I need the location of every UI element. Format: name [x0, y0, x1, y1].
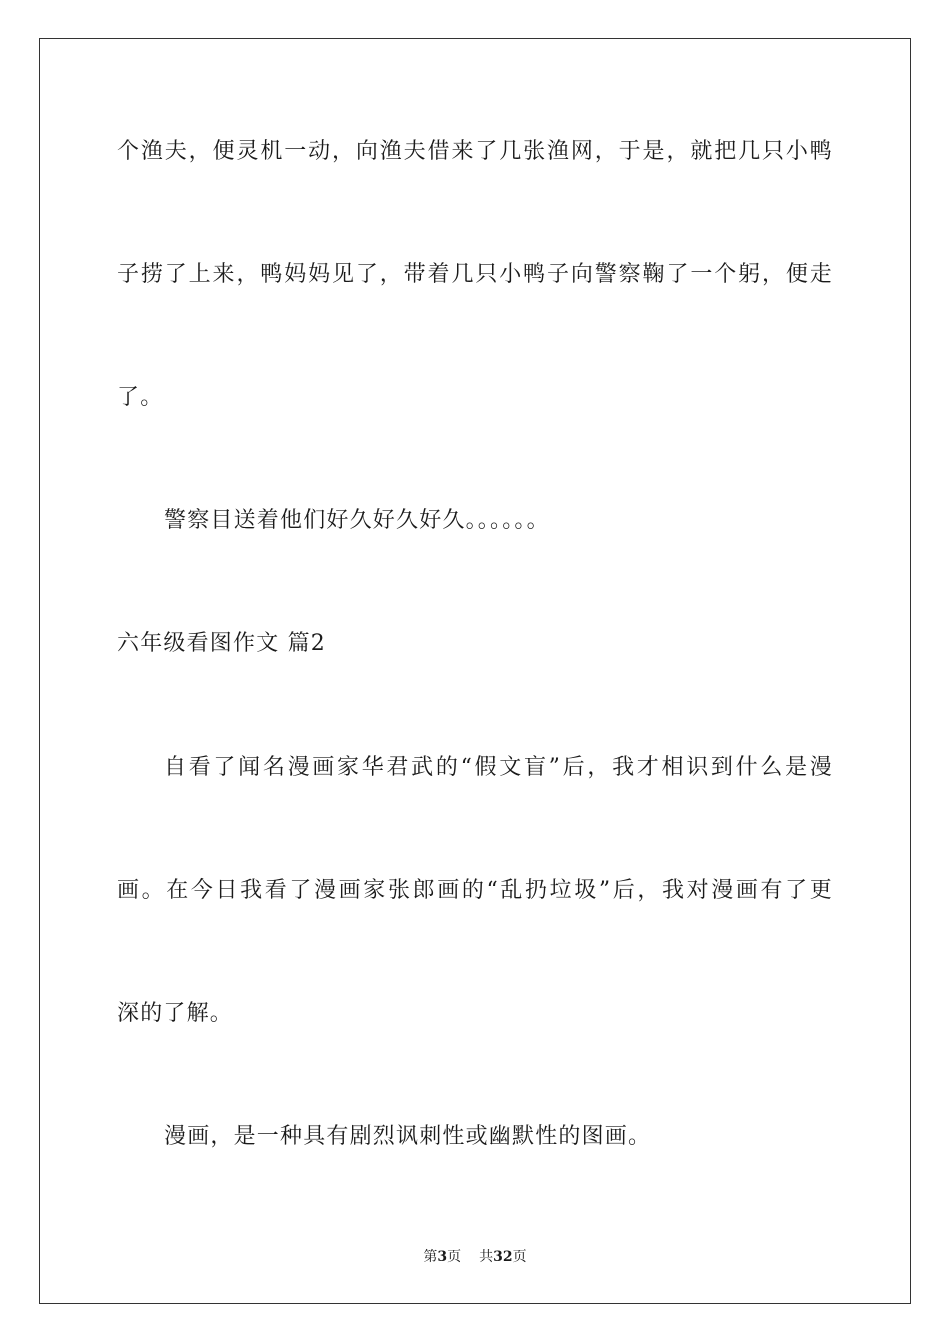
text-line-6: 自看了闻名漫画家华君武的“假文盲”后，我才相识到什么是漫: [164, 755, 833, 780]
text-line-1: 个渔夫，便灵机一动，向渔夫借来了几张渔网，于是，就把几只小鸭: [117, 139, 833, 164]
text-line-4: 警察目送着他们好久好久好久。。。。。。: [164, 508, 550, 533]
footer-page-suffix: 页: [447, 1249, 462, 1265]
footer-page-total: 32: [493, 1249, 513, 1265]
section-heading: 六年级看图作文 篇2: [117, 631, 326, 656]
footer-page-prefix: 第: [423, 1249, 438, 1265]
text-line-8: 深的了解。: [117, 1001, 234, 1026]
text-line-7: 画。在今日我看了漫画家张郎画的“乱扔垃圾”后，我对漫画有了更: [117, 878, 833, 903]
footer-total-prefix: 共: [479, 1249, 494, 1265]
page-footer: [0, 1248, 950, 1266]
text-line-2: 子捞了上来，鸭妈妈见了，带着几只小鸭子向警察鞠了一个躬，便走: [117, 262, 833, 287]
footer-page-current: 3: [437, 1249, 448, 1265]
page-border: [39, 38, 911, 1304]
text-line-3: 了。: [117, 385, 164, 410]
text-line-9: 漫画，是一种具有剧烈讽刺性或幽默性的图画。: [164, 1124, 652, 1149]
footer-total-suffix: 页: [512, 1249, 527, 1265]
